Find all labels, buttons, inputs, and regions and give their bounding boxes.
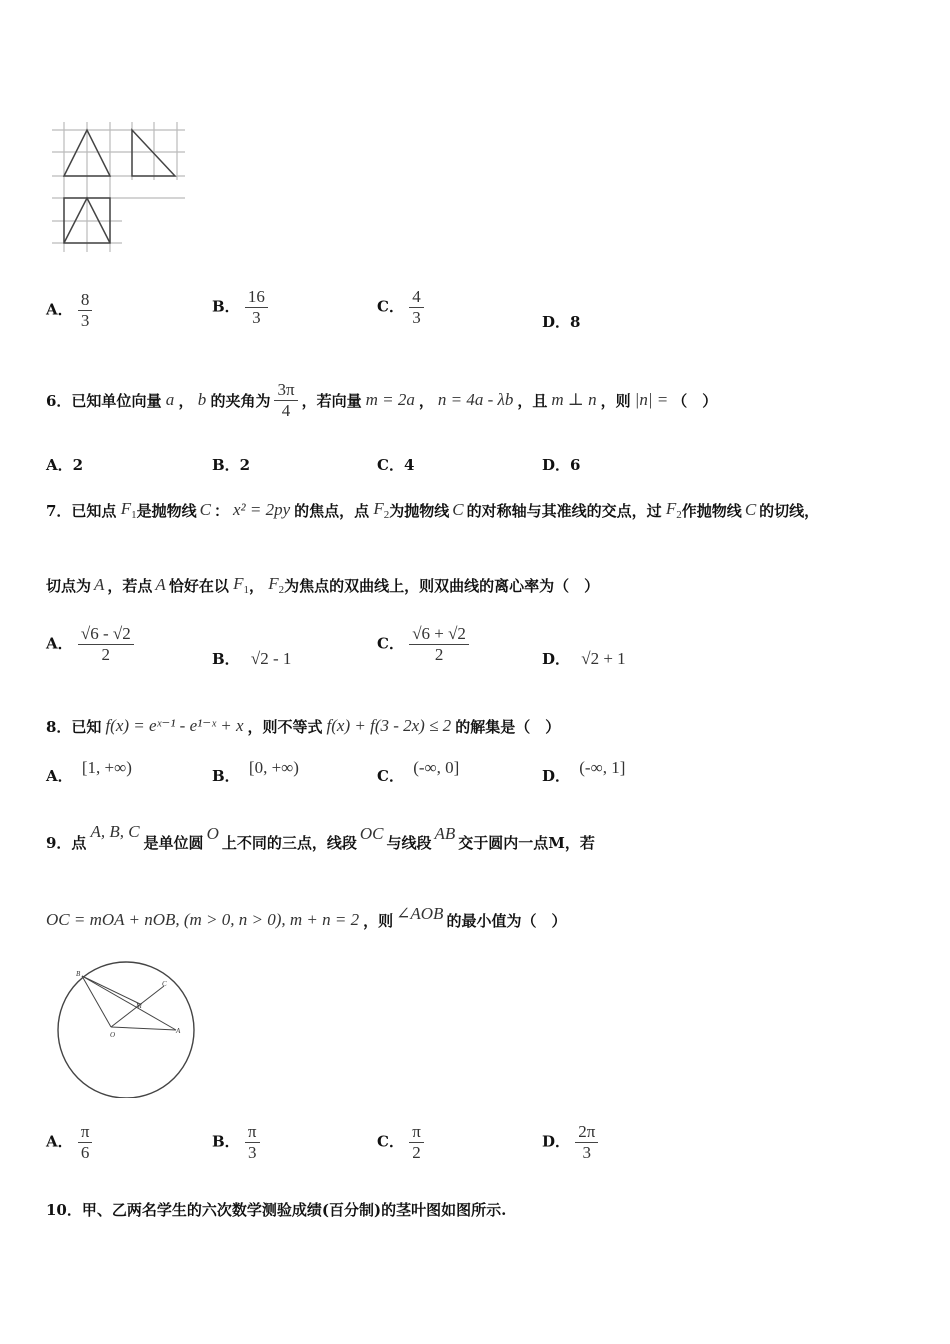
fraction: $\frac{2\pi}{3}$ (575, 1122, 598, 1163)
perp-expression: m ⊥ n (551, 390, 597, 409)
fraction: $\frac{16}{3}$ (245, 287, 268, 328)
point-f1: $F_1$ (228, 574, 249, 596)
option-d[interactable]: D． √2 + 1 (542, 649, 626, 668)
inequality: f(x) + f(3 - 2x) ≤ 2 (326, 716, 452, 735)
fraction: $\frac{\pi}{6}$ (78, 1122, 93, 1163)
point-f2: $F_2$ (263, 574, 285, 596)
parabola-equation: x² = 2py (232, 500, 291, 519)
point-f2: $F_2$ (661, 499, 682, 521)
option-c[interactable]: C． $\frac{4}{3}$ (377, 287, 424, 328)
option-d[interactable]: D． (-∞, 1] (542, 758, 626, 785)
option-c[interactable]: C． (-∞, 0] (377, 758, 460, 785)
question-7-line-1: 7．已知点 $F_1$ 是抛物线 C ： x² = 2py 的焦点，点 $F_2$ 为抛物线 C 的对称轴与其准线的交点，过 $F_2$ 作抛物线 C 的切线， (46, 499, 820, 521)
vec-b: b (193, 390, 211, 409)
option-b[interactable]: B． [0, +∞) (212, 758, 299, 785)
option-b[interactable]: B．2 (212, 456, 251, 474)
option-c[interactable]: C． $\frac{\pi}{2}$ (377, 1122, 424, 1163)
fraction: $\frac{4}{3}$ (409, 287, 424, 328)
m-expression: m = 2a (365, 390, 415, 409)
option-a[interactable]: A． $\frac{8}{3}$ (46, 290, 92, 331)
question-10: 10．甲、乙两名学生的六次数学测验成绩(百分制)的茎叶图如图所示. (46, 1201, 507, 1219)
label-o: O (110, 1031, 116, 1039)
segment-oa (111, 1027, 176, 1030)
vec-a: a (161, 390, 179, 409)
point-f1: $F_1$ (116, 499, 137, 521)
fraction: $\frac{\pi}{2}$ (409, 1122, 424, 1163)
option-c[interactable]: C．4 (377, 456, 415, 474)
option-a[interactable]: A． $\frac{√6 - √2}{2}$ (46, 624, 134, 665)
fraction: $\frac{√6 + √2}{2}$ (409, 624, 469, 665)
function-definition: f(x) = eˣ⁻¹ - e¹⁻ˣ + x (105, 716, 244, 735)
label-c: C (162, 980, 167, 988)
label-a: A (176, 1027, 181, 1035)
option-d[interactable]: D．8 (542, 313, 581, 331)
option-b[interactable]: B． √2 - 1 (212, 649, 292, 668)
question-7-line-2: 切点为 A ，若点 A 恰好在以 $F_1$ ， $F_2$ 为焦点的双曲线上，则双曲线的离心率为（ ） (46, 574, 600, 596)
question-6: 6．已知单位向量 a ， b 的夹角为 $\frac{3\pi}{4}$ ，若向量 m = 2a ， n = 4a - λb ，且 m ⊥ n ，则 |n| = （ ） (46, 379, 718, 420)
option-b[interactable]: B． $\frac{\pi}{3}$ (212, 1122, 260, 1163)
unit-circle-figure (48, 958, 218, 1098)
abs-n: |n| = (634, 390, 669, 409)
option-d[interactable]: D． $\frac{2\pi}{3}$ (542, 1122, 598, 1163)
option-c[interactable]: C． $\frac{√6 + √2}{2}$ (377, 624, 469, 665)
fraction: $\frac{8}{3}$ (78, 290, 93, 331)
label-b: B (76, 970, 81, 978)
option-a[interactable]: A． $\frac{\pi}{6}$ (46, 1122, 92, 1163)
fraction: $\frac{√6 - √2}{2}$ (78, 624, 134, 665)
label-m: M (136, 1002, 142, 1010)
point-f2: $F_2$ (369, 499, 390, 521)
vector-equation: OC = mOA + nOB, (m > 0, n > 0), m + n = 2 (46, 910, 360, 929)
option-a[interactable]: A．2 (46, 456, 84, 474)
question-8: 8．已知 f(x) = eˣ⁻¹ - e¹⁻ˣ + x ，则不等式 f(x) + f(3 - 2x) ≤ 2 的解集是（ ） (46, 716, 561, 736)
question-9-line-2: OC = mOA + nOB, (m > 0, n > 0), m + n = 2 ，则 ∠AOB 的最小值为（ ） (46, 904, 567, 930)
segment-bm (82, 976, 140, 1004)
question-9-line-1: 9．点 A, B, C 是单位圆 O 上不同的三点，线段 OC 与线段 AB 交于圆内一点M，若 (46, 822, 595, 852)
n-expression: n = 4a - λb (437, 390, 514, 409)
grid-lines (52, 122, 185, 252)
angle-fraction: $\frac{3\pi}{4}$ (274, 380, 297, 421)
option-a[interactable]: A． [1, +∞) (46, 758, 132, 785)
fraction: $\frac{\pi}{3}$ (245, 1122, 260, 1163)
option-b[interactable]: B． $\frac{16}{3}$ (212, 287, 268, 328)
option-d[interactable]: D．6 (542, 456, 581, 474)
three-view-figure (52, 118, 188, 256)
segment-ob (82, 976, 111, 1027)
